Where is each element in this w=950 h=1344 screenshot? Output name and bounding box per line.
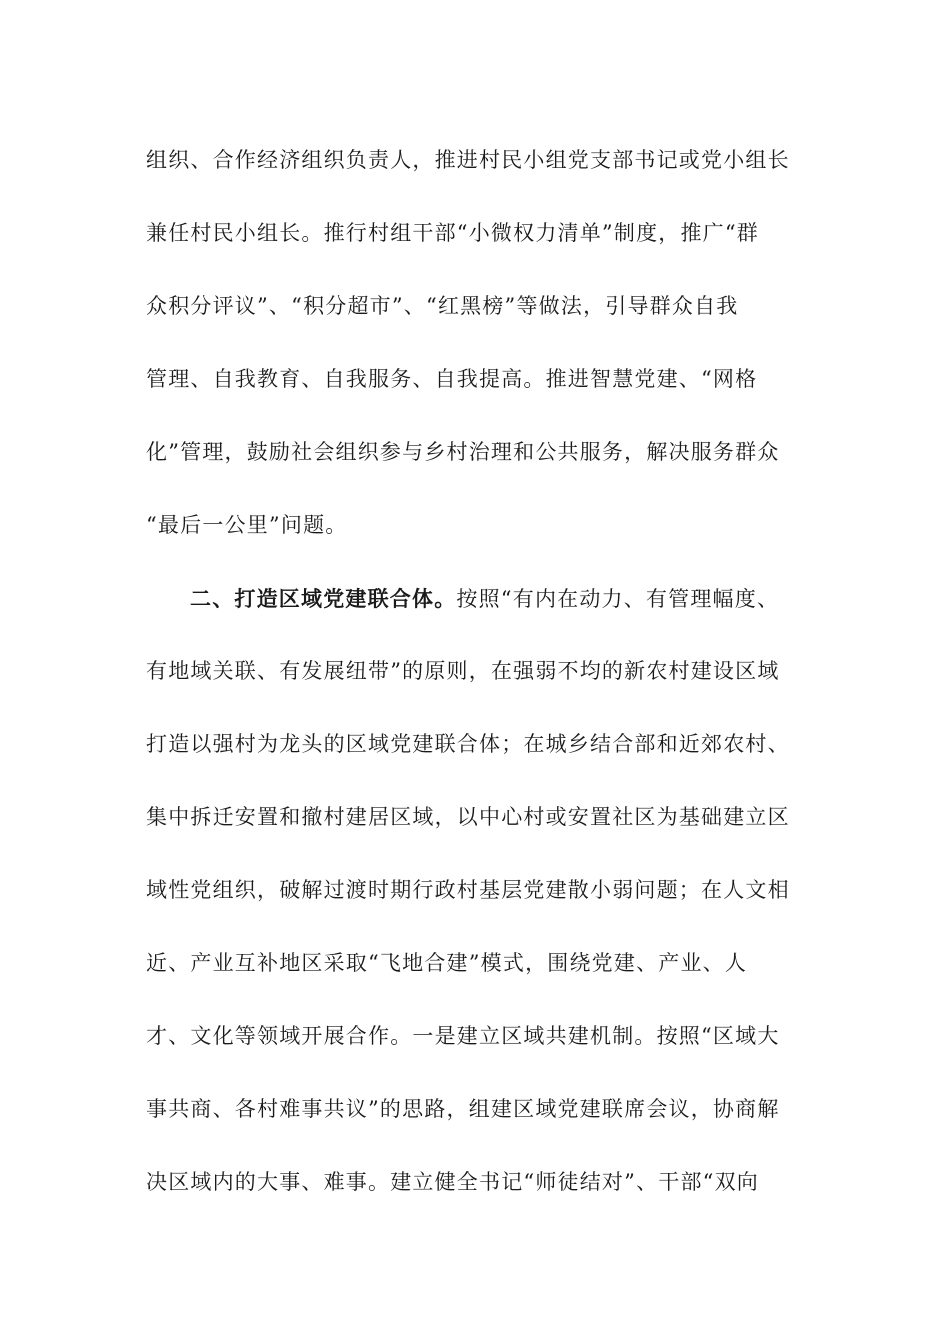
paragraph-line-continuation: 按照“有内在动力、有管理幅度、 <box>456 587 780 611</box>
paragraph-line: 事共商、各村难事共议”的思路，组建区域党建联席会议，协商解 <box>146 1097 780 1121</box>
paragraph-line: 管理、自我教育、自我服务、自我提高。推进智慧党建、“网格 <box>146 367 758 391</box>
paragraph-line: 域性党组织，破解过渡时期行政村基层党建散小弱问题；在人文相 <box>146 878 790 902</box>
paragraph-first-line <box>146 562 806 635</box>
paragraph-line: 组织、合作经济组织负责人，推进村民小组党支部书记或党小组长 <box>146 148 790 172</box>
paragraph-line: 打造以强村为龙头的区域党建联合体；在城乡结合部和近郊农村、 <box>146 732 790 756</box>
section-heading: 二、打造区域党建联合体。 <box>190 586 457 611</box>
paragraph-line: 众积分评议”、“积分超市”、“红黑榜”等做法，引导群众自我 <box>146 294 739 318</box>
paragraph-line: 化”管理，鼓励社会组织参与乡村治理和公共服务，解决服务群众 <box>146 440 780 464</box>
paragraph-2 <box>146 562 806 1219</box>
document-body <box>146 124 806 1219</box>
paragraph-line: 兼任村民小组长。推行村组干部“小微权力清单”制度，推广“群 <box>146 221 760 245</box>
paragraph-line: 近、产业互补地区采取“飞地合建”模式，围绕党建、产业、人 <box>146 951 748 975</box>
paragraph-line: 决区域内的大事、难事。建立健全书记“师徒结对”、干部“双向 <box>146 1170 760 1194</box>
paragraph-line: 才、文化等领域开展合作。一是建立区域共建机制。按照“区域大 <box>146 1024 780 1048</box>
paragraph-line: 集中拆迁安置和撤村建居区域，以中心村或安置社区为基础建立区 <box>146 805 790 829</box>
paragraph-line: “最后一公里”问题。 <box>146 513 348 537</box>
paragraph-1 <box>146 124 806 562</box>
paragraph-line: 有地域关联、有发展纽带”的原则，在强弱不均的新农村建设区域 <box>146 659 780 683</box>
